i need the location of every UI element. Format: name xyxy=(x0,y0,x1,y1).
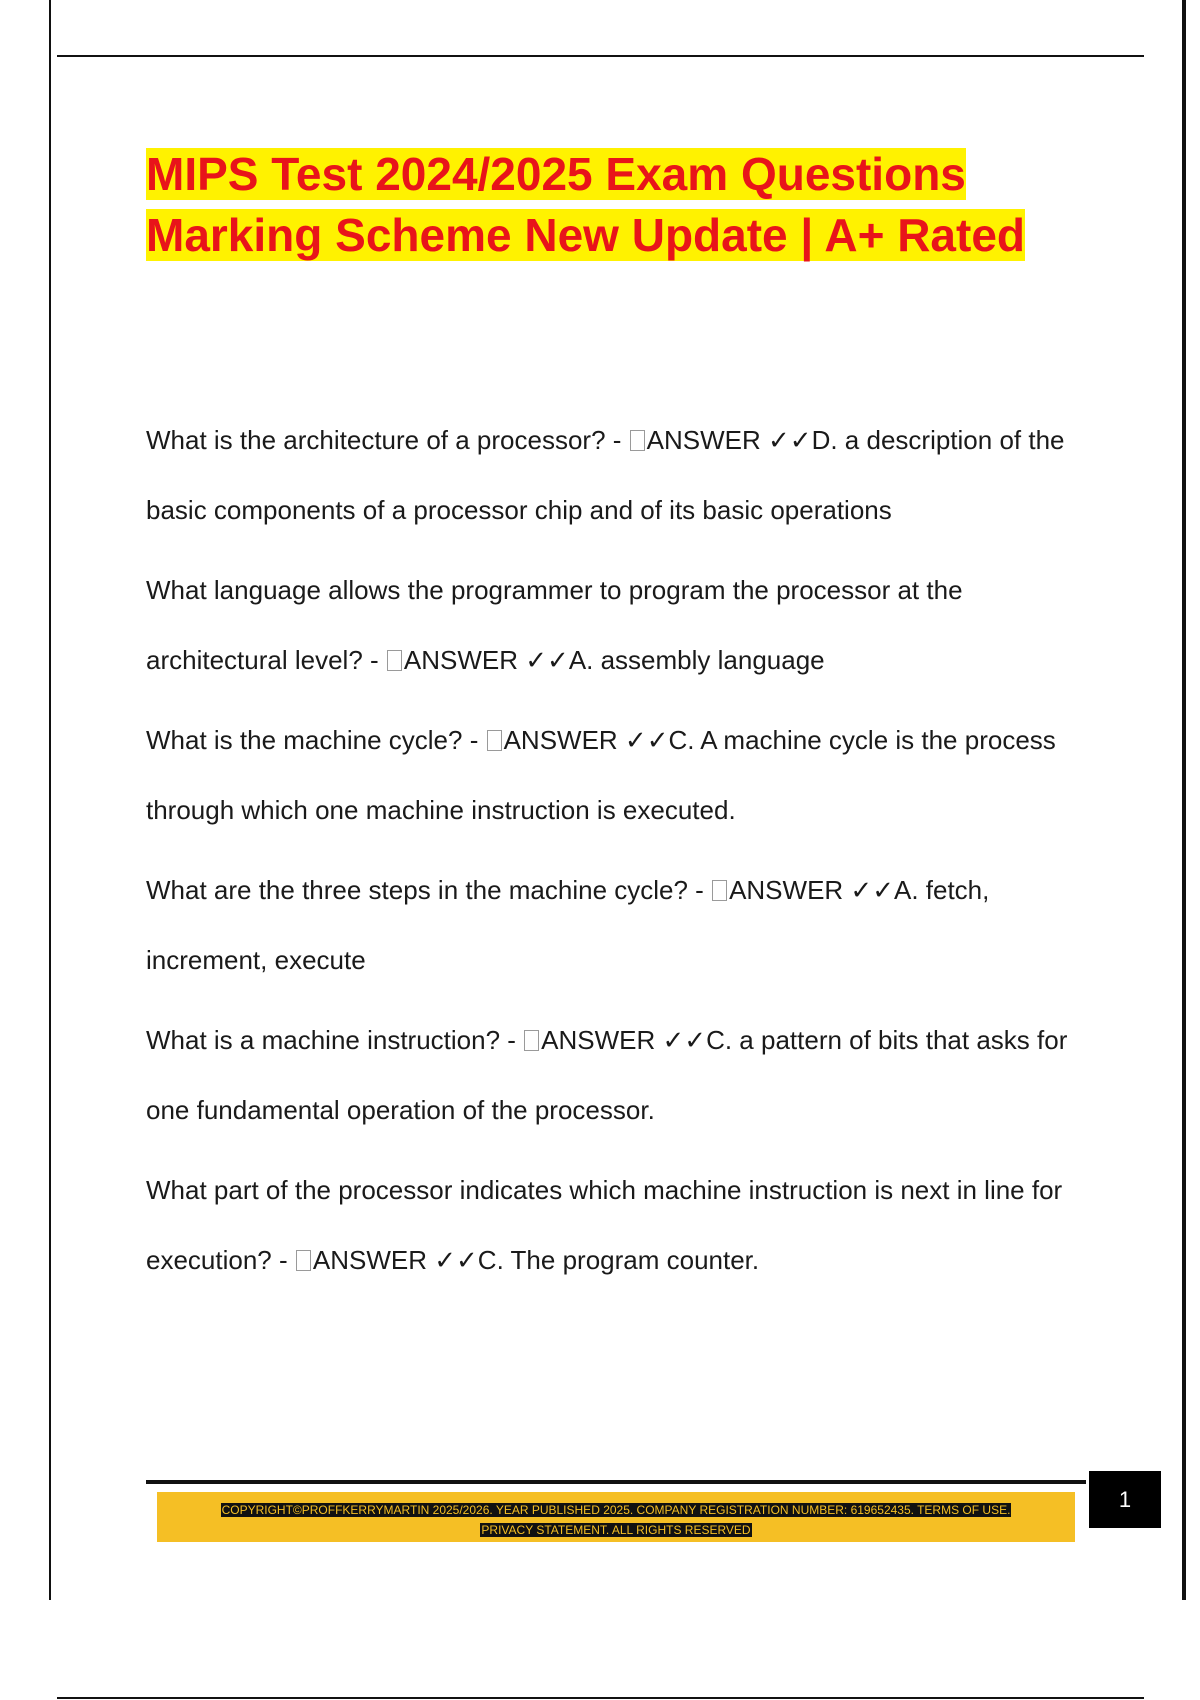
qa-item xyxy=(146,555,1076,695)
page-number: 1 xyxy=(1089,1471,1161,1528)
answer-marker: ANSWER ✓✓ xyxy=(541,1025,707,1055)
checkbox-glyph-icon xyxy=(630,430,645,451)
document-title xyxy=(146,144,1106,266)
answer-marker: ANSWER ✓✓ xyxy=(403,645,569,675)
qa-item xyxy=(146,1155,1076,1295)
footer-bottom-rule xyxy=(57,1697,1144,1699)
question-text: What language allows the programmer to program the processor at the architectural level? - xyxy=(146,575,963,675)
checkbox-glyph-icon xyxy=(487,730,502,751)
title-line-1: MIPS Test 2024/2025 Exam Questions xyxy=(146,148,966,200)
qa-list xyxy=(146,405,1076,1305)
answer-marker: ANSWER ✓✓ xyxy=(729,875,894,905)
checkbox-glyph-icon xyxy=(712,880,727,901)
page-border-left xyxy=(49,0,51,1600)
question-text: What is the architecture of a processor? - xyxy=(146,425,629,455)
qa-item xyxy=(146,855,1076,995)
checkbox-glyph-icon xyxy=(387,650,402,671)
page-border-right xyxy=(1182,0,1186,1600)
answer-marker: ANSWER ✓✓ xyxy=(503,725,669,755)
answer-text: D. a description of the basic components of a processor chip and of its basic operations xyxy=(146,425,1065,525)
copyright-line-1: COPYRIGHT©PROFFKERRYMARTIN 2025/2026. YEAR PUBLISHED 2025. COMPANY REGISTRATION NUMBER: 619652435. TERMS OF USE. xyxy=(221,1503,1011,1517)
question-text: What is a machine instruction? - xyxy=(146,1025,524,1055)
answer-text: A. fetch, increment, execute xyxy=(146,875,990,975)
qa-item xyxy=(146,1005,1076,1145)
answer-marker: ANSWER ✓✓ xyxy=(312,1245,478,1275)
question-text: What part of the processor indicates which machine instruction is next in line for execution? - xyxy=(146,1175,1063,1275)
answer-text: C. The program counter. xyxy=(477,1245,760,1275)
checkbox-glyph-icon xyxy=(524,1030,539,1051)
answer-text: A. assembly language xyxy=(568,645,825,675)
qa-item xyxy=(146,405,1076,545)
answer-text: C. A machine cycle is the process through which one machine instruction is executed. xyxy=(146,725,1056,825)
question-text: What is the machine cycle? - xyxy=(146,725,486,755)
checkbox-glyph-icon xyxy=(296,1250,311,1271)
copyright-notice xyxy=(157,1500,1075,1540)
qa-item xyxy=(146,705,1076,845)
answer-text: C. a pattern of bits that asks for one fundamental operation of the processor. xyxy=(146,1025,1068,1125)
question-text: What are the three steps in the machine cycle? - xyxy=(146,875,712,905)
copyright-line-2: PRIVACY STATEMENT. ALL RIGHTS RESERVED xyxy=(481,1523,751,1537)
header-rule xyxy=(57,55,1144,57)
answer-marker: ANSWER ✓✓ xyxy=(646,425,812,455)
footer-rule xyxy=(146,1480,1086,1484)
title-line-2: Marking Scheme New Update | A+ Rated xyxy=(146,209,1026,261)
